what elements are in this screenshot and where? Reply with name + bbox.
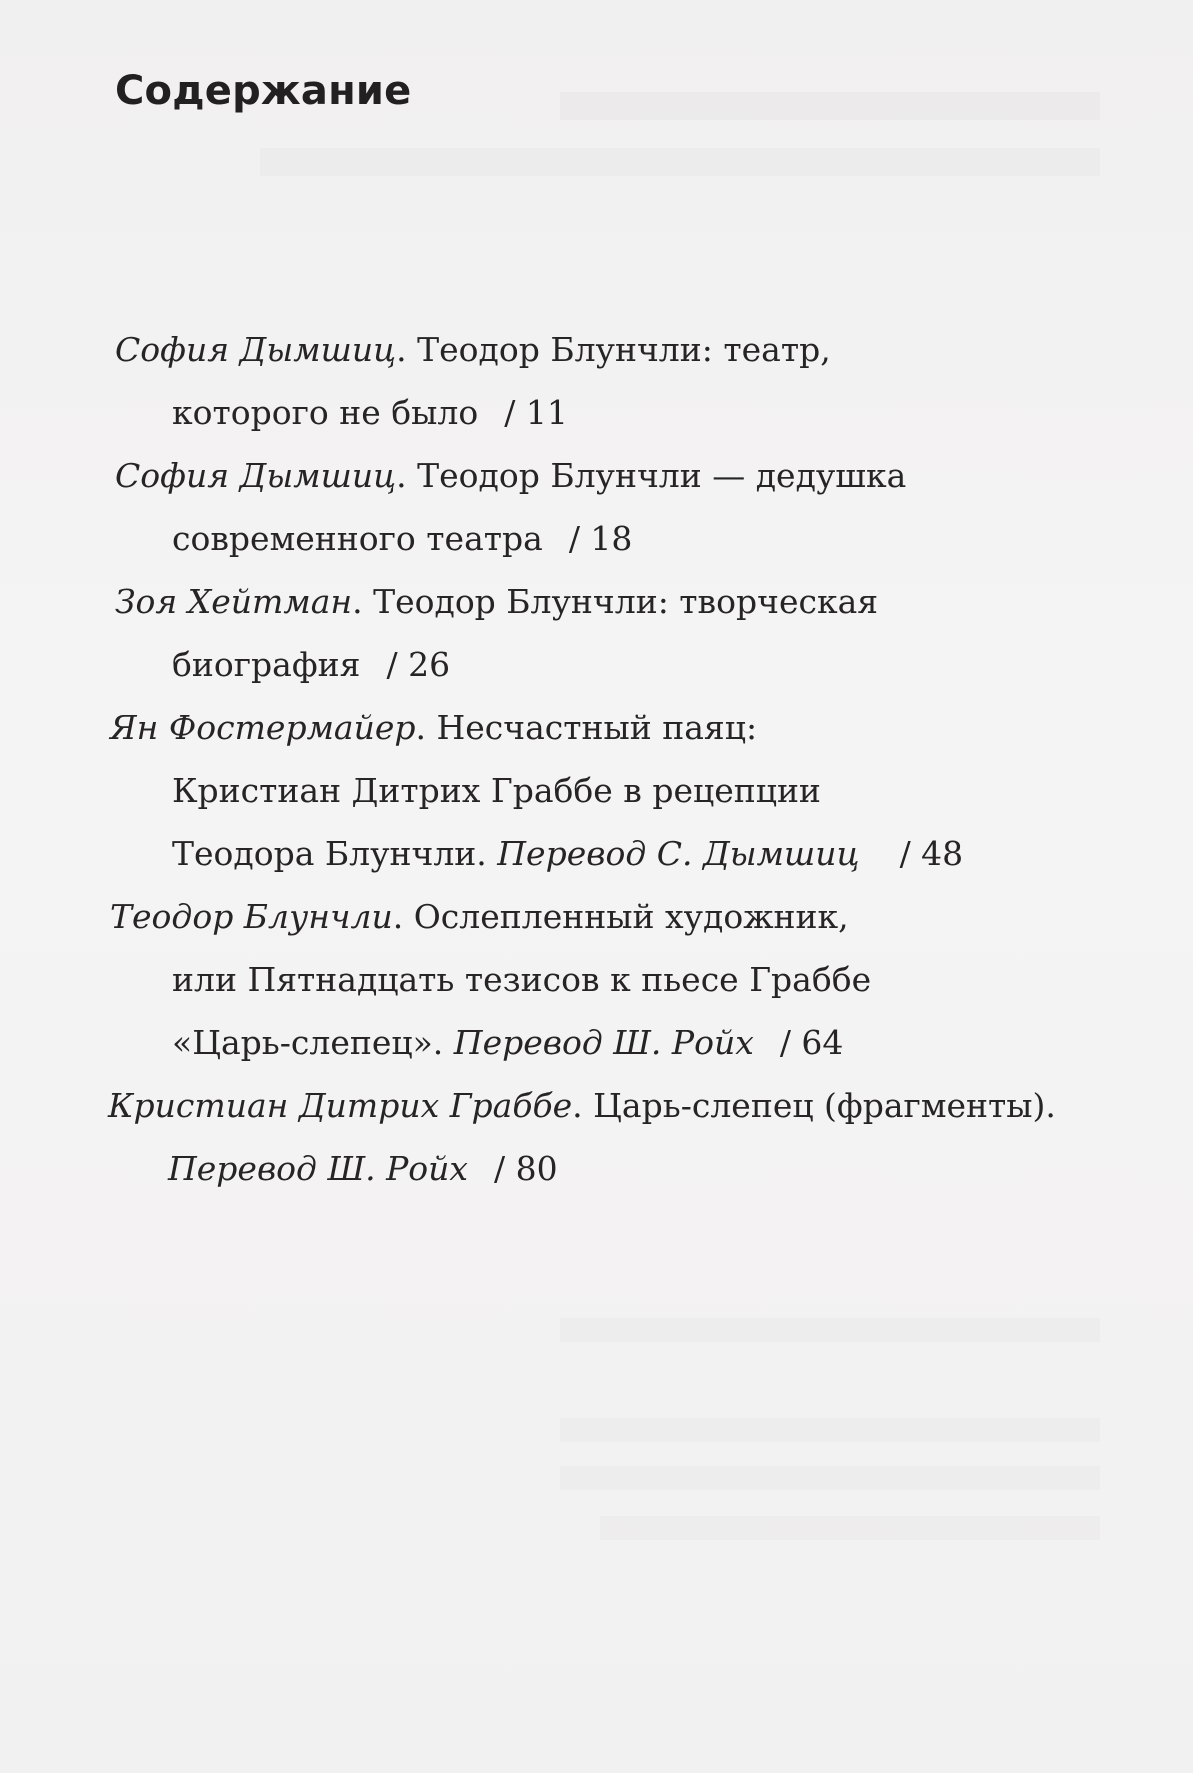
- entry-translator: Перевод С. Дымшиц: [497, 834, 860, 873]
- toc-entry-line: [172, 834, 963, 874]
- entry-page-number: / 11: [504, 393, 568, 432]
- toc-entry-line: [172, 519, 632, 559]
- entry-page-number: / 64: [779, 1023, 844, 1062]
- toc-entry-line: [115, 456, 906, 496]
- entry-page-number: / 80: [494, 1149, 558, 1188]
- entry-author: Теодор Блунчли: [110, 897, 393, 936]
- toc-entry-line: [172, 960, 871, 1000]
- entry-title-continued: Теодора Блунчли.: [172, 834, 487, 873]
- entry-author: София Дымшиц: [115, 330, 397, 369]
- entry-title: . Теодор Блунчли: театр,: [396, 330, 831, 369]
- entry-author: София Дымшиц: [115, 456, 397, 495]
- toc-entry-line: [108, 1086, 1056, 1126]
- bleed-through-mark: [600, 1516, 1100, 1540]
- entry-title-continued: или Пятнадцать тезисов к пьесе Граббе: [172, 960, 872, 999]
- toc-entry-line: [115, 330, 831, 370]
- bleed-through-mark: [560, 1318, 1100, 1342]
- bleed-through-mark: [260, 148, 1100, 176]
- entry-title-continued: современного театра: [172, 519, 543, 558]
- toc-entry-line: [172, 1023, 843, 1063]
- entry-author: Кристиан Дитрих Граббе: [108, 1086, 573, 1125]
- entry-title: . Теодор Блунчли: творческая: [352, 582, 879, 621]
- toc-entry-line: [110, 897, 849, 937]
- contents-heading: Содержание: [115, 68, 412, 114]
- toc-entry-line: [110, 708, 757, 748]
- entry-title-continued: биография: [172, 645, 361, 684]
- entry-page-number: / 18: [568, 519, 633, 558]
- entry-title-continued: Кристиан Дитрих Граббе в рецепции: [172, 771, 821, 810]
- entry-title: . Царь-слепец (фрагменты).: [572, 1086, 1056, 1125]
- toc-entry-line: [115, 582, 878, 622]
- toc-entry-line: [172, 645, 450, 685]
- entry-title-continued: которого не было: [172, 393, 479, 432]
- toc-entry-line: [172, 771, 821, 811]
- entry-title: . Несчастный паяц:: [415, 708, 758, 747]
- entry-title-continued: «Царь-слепец».: [172, 1023, 444, 1062]
- entry-translator: Перевод Ш. Ройх: [453, 1023, 754, 1062]
- toc-entry-line: [172, 393, 568, 433]
- entry-title: . Теодор Блунчли — дедушка: [396, 456, 907, 495]
- entry-author: Ян Фостермайер: [110, 708, 416, 747]
- entry-page-number: / 48: [899, 834, 964, 873]
- entry-title: . Ослепленный художник,: [392, 897, 849, 936]
- entry-author: Зоя Хейтман: [115, 582, 353, 621]
- toc-entry-line: [168, 1149, 558, 1189]
- entry-page-number: / 26: [386, 645, 451, 684]
- entry-translator: Перевод Ш. Ройх: [168, 1149, 469, 1188]
- bleed-through-mark: [560, 92, 1100, 120]
- bleed-through-mark: [560, 1466, 1100, 1490]
- bleed-through-mark: [560, 1418, 1100, 1442]
